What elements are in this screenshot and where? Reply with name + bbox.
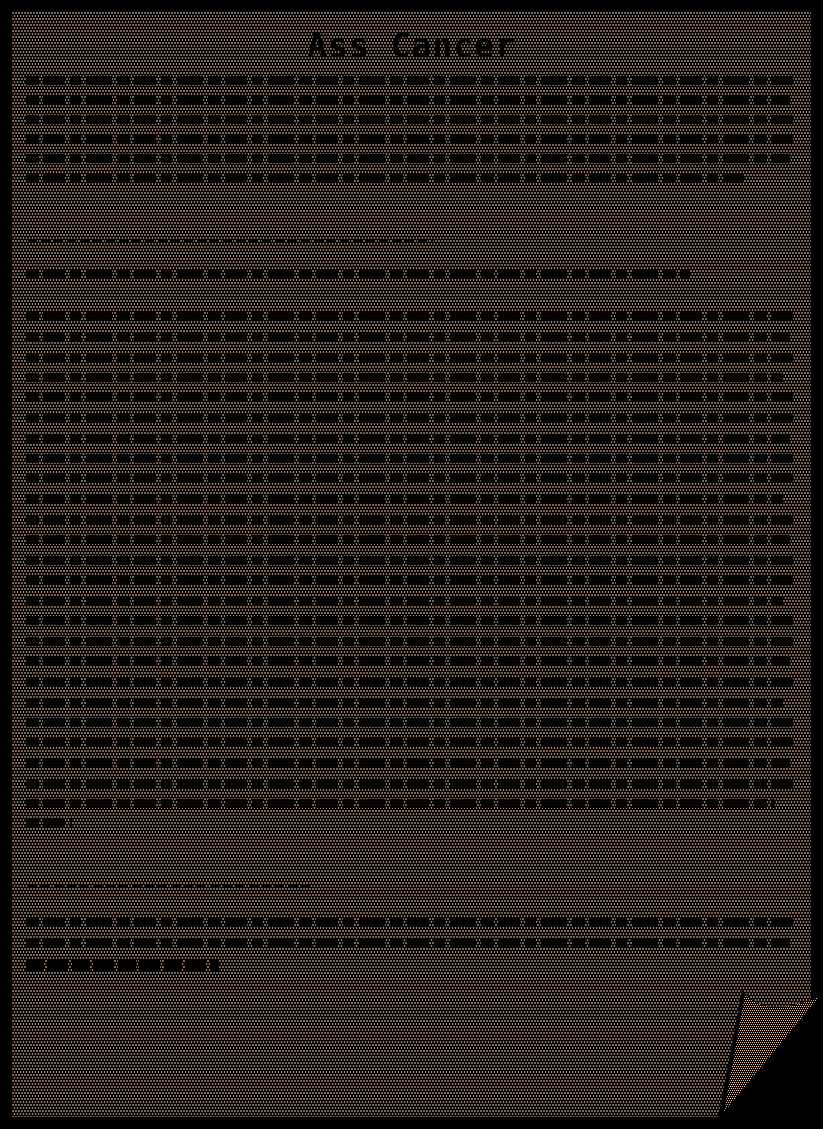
text-line [26, 596, 783, 605]
text-line [26, 779, 798, 788]
text-line [26, 759, 790, 768]
text-line [26, 393, 798, 402]
text-line [26, 960, 219, 971]
text-line [26, 819, 72, 828]
text-line [26, 332, 790, 341]
text-line [26, 698, 783, 707]
text-line [26, 556, 798, 565]
text-line [26, 434, 790, 443]
text-line [26, 353, 798, 362]
text-line [26, 413, 798, 422]
text-line [26, 474, 798, 483]
text-line [26, 312, 798, 321]
text-line [26, 738, 798, 747]
text-line [26, 373, 783, 382]
text-line [26, 576, 798, 585]
text-line [26, 657, 790, 666]
text-line [26, 718, 798, 727]
dash-separator-1 [28, 239, 433, 242]
text-line [26, 154, 790, 163]
text-line [26, 637, 798, 646]
text-line [26, 134, 798, 143]
text-line [26, 115, 798, 124]
closing-paragraph [26, 918, 798, 981]
page-curl[interactable] [690, 970, 823, 1129]
text-line [26, 616, 798, 625]
text-line [26, 939, 790, 948]
scanned-page [12, 12, 811, 1117]
text-line [26, 918, 798, 927]
intro-paragraph [26, 76, 798, 192]
text-line [26, 799, 775, 808]
text-line [26, 173, 744, 182]
text-line [26, 454, 798, 463]
text-line [26, 76, 798, 85]
main-body [26, 312, 798, 840]
text-line [26, 269, 690, 278]
text-line [26, 495, 783, 504]
text-line [26, 95, 790, 104]
text-line [26, 677, 798, 686]
text-line [26, 535, 790, 544]
stray-line [26, 269, 798, 289]
page-title: Ass Cancer [307, 26, 516, 65]
dash-separator-2 [28, 885, 313, 888]
text-line [26, 515, 798, 524]
